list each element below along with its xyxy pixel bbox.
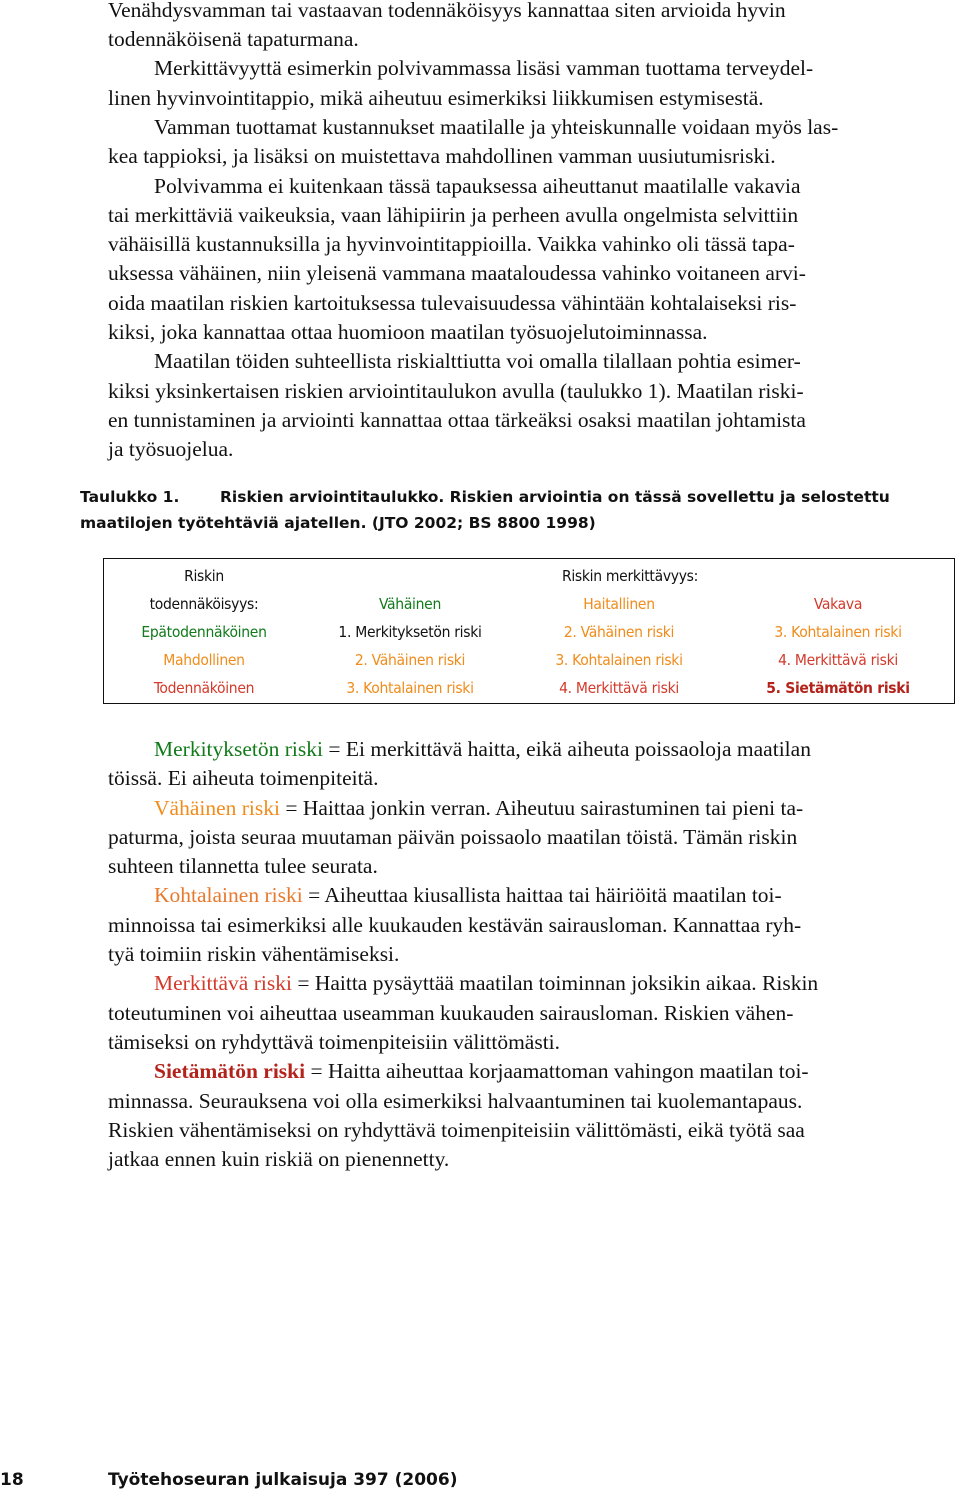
definition-term: Merkittävä riski [154, 971, 292, 995]
text-line: jatkaa ennen kuin riskiä on pienennetty. [108, 1147, 450, 1171]
text-line: oida maatilan riskien kartoituksessa tulevaisuudessa vähintään kohtalaiseksi ris- [108, 291, 797, 315]
definition-line [154, 735, 960, 764]
probability-likely: Todennäköinen [153, 679, 255, 697]
definition-line [154, 1057, 960, 1086]
text-line: Merkittävyyttä esimerkin polvivammassa lisäsi vamman tuottama terveydel- [154, 56, 814, 80]
definition-text: = Haittaa jonkin verran. Aiheutuu sairastuminen tai pieni ta- [279, 796, 804, 820]
text-line: linen hyvinvointitappio, mikä aiheutuu esimerkiksi liikkumisen estymisestä. [108, 86, 764, 110]
severity-serious: Vakava [813, 595, 863, 613]
definition-term: Kohtalainen riski [154, 883, 303, 907]
text-line: minnassa. Seurauksena voi olla esimerkiksi halvaantuminen tai kuolemantapaus. [108, 1089, 803, 1113]
severity-minor: Vähäinen [379, 595, 441, 613]
publication-title: Työtehoseuran julkaisuja 397 (2006) [108, 1470, 458, 1490]
text-line: paturma, joista seuraa muutaman päivän poissaolo maatilan töistä. Tämän riskin [108, 825, 798, 849]
definition-line [154, 969, 960, 998]
header-probability-line2: todennäköisyys: [149, 595, 259, 613]
definition-text: = Haitta pysäyttää maatilan toiminnan joksikin aikaa. Riskin [291, 971, 819, 995]
definition-text: = Ei merkittävä haitta, eikä aiheuta poissaoloja maatilan [323, 737, 811, 761]
definition-term: Sietämätön riski [154, 1059, 306, 1083]
header-probability-line1: Riskin [184, 567, 224, 585]
text-line: Vamman tuottamat kustannukset maatilalle ja yhteiskunnalle voidaan myös las- [154, 115, 839, 139]
header-severity: Riskin merkittävyys: [561, 567, 699, 585]
table-caption-label: Taulukko 1. [80, 488, 180, 506]
text-line: Maatilan töiden suhteellista riskialttiutta voi omalla tilallaan pohtia esimer- [154, 349, 801, 373]
text-line: tämiseksi on ryhdyttävä toimenpiteisiin välittömästi. [108, 1030, 561, 1054]
risk-cell-8: 4. Merkittävä riski [559, 679, 679, 697]
text-line: Venähdysvamman tai vastaavan todennäköisyys kannattaa siten arvioida hyvin [108, 0, 786, 22]
text-line: uksessa vähäinen, niin yleisenä vammana maataloudessa vahinko voitaneen arvi- [108, 261, 806, 285]
risk-cell-9: 5. Sietämätön riski [766, 679, 910, 697]
text-line: Polvivamma ei kuitenkaan tässä tapauksessa aiheuttanut maatilalle vakavia [154, 174, 801, 198]
text-line: tai merkittäviä vaikeuksia, vaan lähipiirin ja perheen avulla ongelmista selvittiin [108, 203, 799, 227]
page-number: 18 [0, 1470, 24, 1490]
text-line: en tunnistaminen ja arviointi kannattaa ottaa tärkeäksi osaksi maatilan johtamista [108, 408, 806, 432]
text-line: suhteen tilannetta tulee seurata. [108, 854, 378, 878]
text-line: minnoissa tai esimerkiksi alle kuukauden kestävän sairausloman. Kannattaa ryh- [108, 913, 802, 937]
text-line: kiksi, joka kannattaa ottaa huomioon maatilan työsuojelutoiminnassa. [108, 320, 708, 344]
risk-assessment-table [103, 558, 955, 704]
probability-unlikely: Epätodennäköinen [141, 623, 267, 641]
table-caption-line2: maatilojen työtehtäviä ajatellen. (JTO 2002; BS 8800 1998) [80, 514, 596, 532]
probability-possible: Mahdollinen [163, 651, 245, 669]
risk-cell-4: 2. Vähäinen riski [354, 651, 466, 669]
definition-term: Merkityksetön riski [154, 737, 323, 761]
severity-harmful: Haitallinen [583, 595, 655, 613]
text-line: kiksi yksinkertaisen riskien arviointitaulukon avulla (taulukko 1). Maatilan riski- [108, 379, 804, 403]
definition-term: Vähäinen riski [154, 796, 280, 820]
text-line: vähäisillä kustannuksilla ja hyvinvointitappioilla. Vaikka vahinko oli tässä tapa- [108, 232, 795, 256]
definition-text: = Haitta aiheuttaa korjaamattoman vahingon maatilan toi- [305, 1059, 809, 1083]
risk-cell-3: 3. Kohtalainen riski [774, 623, 902, 641]
definition-line [154, 881, 960, 910]
risk-cell-1: 1. Merkityksetön riski [338, 623, 482, 641]
text-line: Riskien vähentämiseksi on ryhdyttävä toimenpiteisiin välittömästi, eikä työtä saa [108, 1118, 805, 1142]
table-caption-title: Riskien arviointitaulukko. Riskien arviointia on tässä sovellettu ja selostettu [220, 488, 890, 506]
risk-cell-6: 4. Merkittävä riski [778, 651, 898, 669]
text-line: todennäköisenä tapaturmana. [108, 27, 359, 51]
text-line: tyä toimiin riskin vähentämiseksi. [108, 942, 400, 966]
definition-text: = Aiheuttaa kiusallista haittaa tai häiriöitä maatilan toi- [302, 883, 782, 907]
text-line: kea tappioksi, ja lisäksi on muistettava mahdollinen vamman uusiutumisriski. [108, 144, 776, 168]
risk-cell-5: 3. Kohtalainen riski [555, 651, 683, 669]
text-line: töissä. Ei aiheuta toimenpiteitä. [108, 766, 379, 790]
risk-cell-2: 2. Vähäinen riski [563, 623, 675, 641]
risk-cell-7: 3. Kohtalainen riski [346, 679, 474, 697]
definition-line [154, 794, 960, 823]
text-line: toteutuminen voi aiheuttaa useamman kuukauden sairausloman. Riskien vähen- [108, 1001, 794, 1025]
text-line: ja työsuojelua. [108, 437, 234, 461]
